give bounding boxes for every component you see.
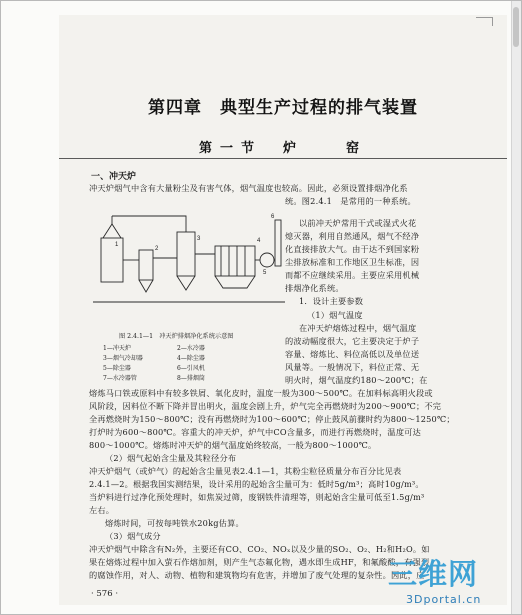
body-line: （2）烟气起始含尘量及其粒径分布 (105, 453, 237, 463)
figure-caption: 图 2.4.1—1 冲天炉排烟净化系统示意图 (119, 333, 234, 340)
page-corner-mark (476, 17, 493, 26)
site-watermark-logo (388, 557, 518, 613)
diagram-callout: 5 (263, 270, 267, 276)
scrollbar-thumb[interactable] (513, 7, 519, 47)
body-line: 熄灭器，利用自然通风，烟气不经净 (285, 231, 420, 241)
flue-gas-system-diagram (91, 210, 287, 326)
watermark-text: 三维网 (388, 557, 479, 591)
body-line: 800～1000℃。熔炼时冲天炉的烟气温度始终较高，一般为800～1000℃。 (89, 440, 377, 450)
diagram-part (112, 216, 186, 232)
page-number: · 576 · (91, 589, 119, 599)
diagram-callout: 6 (271, 214, 275, 220)
chapter-title: 第四章 典型生产过程的排气装置 (148, 98, 418, 118)
body-line: 左右。 (89, 505, 115, 515)
figure-legend-item: 2—水冷器 (177, 345, 205, 352)
diagram-part (103, 224, 121, 238)
section-title: 第一节 炉 窑 (198, 141, 367, 156)
figure-legend-item: 5—除尘器 (103, 365, 131, 372)
figure-legend-item: 7—水冷器管 (103, 375, 137, 382)
diagram-drawing (91, 210, 287, 326)
body-line: 冲天炉烟气（或炉气）的起始含尘量见表2.4.1—1，其粉尘粒径质量分布百分比见表 (89, 466, 402, 476)
body-line: 2.4.1—2。根据我国实测结果，设计采用的起始含尘量可为：低时5g/m³；高时10g/m³。 (89, 479, 424, 489)
diagram-callout: 1 (115, 242, 119, 248)
vertical-scrollbar[interactable] (511, 1, 521, 614)
body-line: 风阶段，因料位不断下降并冒出明火，温度会剧上升，炉气完全再燃烧时为200～900℃；不完 (89, 401, 442, 411)
body-line: 明火时，烟气温度约180～200℃；在 (285, 375, 428, 385)
watermark-domain: 3Dportal.cn (406, 593, 482, 606)
body-line: 的波动幅度很大，它主要决定于炉子 (285, 336, 420, 346)
figure-legend-item: 4—除尘器 (177, 355, 205, 362)
body-line: 化直接排放大气。由于达不到国家粉 (285, 244, 420, 254)
body-line: 全再燃烧时为150～800℃；没有再燃烧时为100～600℃；停止鼓风前骤时约为800～1250℃； (89, 414, 455, 424)
diagram-part (275, 220, 281, 266)
body-line: 1．设计主要参数 (299, 296, 364, 306)
diagram-part (215, 276, 255, 288)
figure-legend-item: 1—冲天炉 (103, 345, 131, 352)
figure-legend-item: 6—引风机 (177, 365, 205, 372)
figure-legend-item: 8—排烟筒 (177, 375, 205, 382)
body-line: 而都不应继续采用。主要应采用机械 (285, 270, 420, 280)
body-line: 容量、熔炼比、料位高低以及单位送 (285, 349, 420, 359)
body-line: （1）烟气温度 (307, 310, 363, 320)
diagram-callout: 3 (197, 236, 201, 242)
body-line: 统。图2.4.1 是常用的一种系统。 (285, 196, 416, 206)
diagram-callout: 4 (257, 238, 261, 244)
body-line: 熔炼时间，可按每吨铁水20kg估算。 (105, 518, 244, 528)
figure-legend-item: 3—烟气冷却器 (103, 355, 143, 362)
section-divider (59, 158, 507, 159)
diagram-part (139, 280, 153, 292)
diagram-part (177, 232, 195, 276)
body-line: 打炉时为600～800℃。容重大的冲天炉，炉气中CO含量多，而进行再燃烧时，温度可达 (89, 427, 421, 437)
body-line: 风量等。一般情况下，料位正常、无 (285, 362, 420, 372)
diagram-part (260, 253, 274, 267)
diagram-part (177, 276, 195, 290)
body-line: 以前冲天炉常用干式或湿式火花 (299, 218, 417, 228)
body-line: 的腐蚀作用，对人、动物、植物和建筑物均有危害，并增加了废气处理的复杂性。因此，应 (89, 570, 425, 580)
body-line: 熔炼马口铁或原料中有较多铁屑、氧化皮时，温度一般为300～500℃。在加料标高明火段或 (89, 388, 433, 398)
subsection-heading: 一、冲天炉 (91, 172, 137, 182)
diagram-callout: 2 (155, 246, 159, 252)
scanned-page (59, 15, 507, 605)
diagram-part (101, 238, 123, 282)
body-line: 在冲天炉熔炼过程中，烟气温度 (299, 323, 417, 333)
body-line: 当炉料进行过净化预处理时，如焦炭过筛，废钢铁件清理等，则起始含尘量可低至1.5g/m³ (89, 492, 425, 502)
body-line: 冲天炉烟气中含有大量粉尘及有害气体，烟气温度也较高。因此，必须设置排烟净化系 (89, 183, 408, 193)
body-line: 冲天炉烟气中除含有N₂外，主要还有CO、CO₂、NOₓ以及少量的SO₂、O₂、H₂和H₂O。如 (89, 544, 430, 554)
body-line: 排烟净化系统。 (285, 283, 344, 293)
diagram-part (139, 250, 153, 280)
body-line: （3）烟气成分 (105, 531, 161, 541)
body-line: 果在熔炼过程中加入萤石作熔加剂，则产生气态氟化物，遇水即生成HF，和氟酸酸，有强烈 (89, 557, 430, 567)
body-line: 尘排放标准和工作地区卫生标准，因 (285, 257, 420, 267)
